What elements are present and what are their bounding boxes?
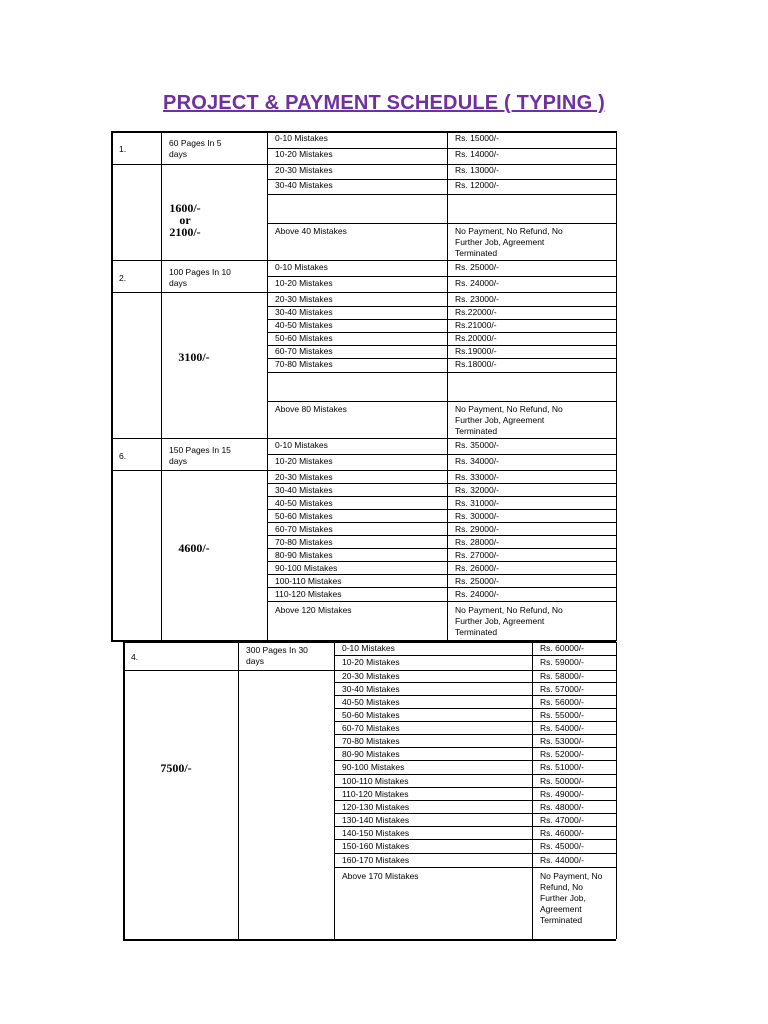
mistake-range: 60-70 Mistakes <box>275 346 333 356</box>
payment-amount: Rs. 45000/- <box>540 841 584 851</box>
payment-amount: Rs. 47000/- <box>540 815 584 825</box>
table-border <box>267 401 616 402</box>
row-number: 4. <box>131 652 139 662</box>
mistake-range: 30-40 Mistakes <box>275 307 333 317</box>
mistake-range: 110-120 Mistakes <box>275 589 342 599</box>
payment-amount: Rs. 57000/- <box>540 684 584 694</box>
mistake-range: 50-60 Mistakes <box>342 710 400 720</box>
payment-amount: Rs.22000/- <box>455 307 497 317</box>
table-border <box>334 721 616 722</box>
mistake-range: 130-140 Mistakes <box>342 815 410 825</box>
row-number: 1. <box>119 144 127 154</box>
row-number: 2. <box>119 273 127 283</box>
mistake-range: 10-20 Mistakes <box>275 149 333 159</box>
payment-amount: Rs. 32000/- <box>455 485 499 495</box>
project-fee: 1600/- <box>169 201 201 215</box>
mistake-range: 110-120 Mistakes <box>342 789 409 799</box>
pages-label: 100 Pages In 10 days <box>169 267 231 288</box>
payment-amount: Rs. 13000/- <box>455 165 499 175</box>
mistake-range: 50-60 Mistakes <box>275 333 333 343</box>
table-border <box>111 131 113 641</box>
no-payment-note: No Payment, No Refund, No Further Job, Agreement Terminated <box>455 404 563 436</box>
payment-amount: Rs. 27000/- <box>455 550 499 560</box>
payment-amount: Rs. 55000/- <box>540 710 584 720</box>
table-border <box>161 131 162 641</box>
table-border <box>616 131 617 641</box>
table-border <box>334 734 616 735</box>
payment-amount: Rs. 23000/- <box>455 294 499 304</box>
table-border <box>267 561 616 562</box>
payment-amount: Rs. 26000/- <box>455 563 499 573</box>
mistake-range: 20-30 Mistakes <box>275 294 333 304</box>
table-border <box>334 708 616 709</box>
payment-amount: Rs. 54000/- <box>540 723 584 733</box>
table-border <box>334 813 616 814</box>
table-border <box>111 438 616 439</box>
mistake-range: Above 120 Mistakes <box>275 605 352 615</box>
table-border <box>267 276 616 277</box>
mistake-range: 10-20 Mistakes <box>275 278 333 288</box>
row-number: 6. <box>119 451 127 461</box>
mistake-range: 10-20 Mistakes <box>342 657 400 667</box>
payment-amount: Rs. 24000/- <box>455 589 499 599</box>
payment-amount: Rs. 29000/- <box>455 524 499 534</box>
mistake-range: 0-10 Mistakes <box>342 643 395 653</box>
table-border <box>111 164 616 165</box>
mistake-range: 0-10 Mistakes <box>275 133 328 143</box>
mistake-range: 30-40 Mistakes <box>275 180 333 190</box>
project-fee: 7500/- <box>160 761 192 775</box>
payment-amount: Rs. 28000/- <box>455 537 499 547</box>
payment-amount: Rs. 14000/- <box>455 149 499 159</box>
payment-amount: Rs.20000/- <box>455 333 497 343</box>
mistake-range: 20-30 Mistakes <box>275 165 333 175</box>
table-border <box>111 292 616 293</box>
mistake-range: 0-10 Mistakes <box>275 262 328 272</box>
table-border <box>334 787 616 788</box>
mistake-range: Above 40 Mistakes <box>275 226 347 236</box>
payment-amount: Rs. 56000/- <box>540 697 584 707</box>
mistake-range: 30-40 Mistakes <box>342 684 400 694</box>
mistake-range: 70-80 Mistakes <box>275 537 333 547</box>
pages-label: 150 Pages In 15 days <box>169 445 231 466</box>
payment-amount: Rs. 31000/- <box>455 498 499 508</box>
table-border <box>334 774 616 775</box>
table-border <box>532 642 533 939</box>
payment-amount: Rs. 30000/- <box>455 511 499 521</box>
mistake-range: 20-30 Mistakes <box>275 472 333 482</box>
mistake-range: 40-50 Mistakes <box>275 498 333 508</box>
table-border <box>267 131 268 641</box>
table-border <box>334 760 616 761</box>
table-border <box>267 522 616 523</box>
table-border <box>267 223 616 224</box>
payment-amount: Rs. 53000/- <box>540 736 584 746</box>
mistake-range: 40-50 Mistakes <box>275 320 333 330</box>
payment-amount: Rs. 33000/- <box>455 472 499 482</box>
no-payment-note: No Payment, No Refund, No Further Job, Agreement Terminated <box>455 226 563 258</box>
mistake-range: 10-20 Mistakes <box>275 456 333 466</box>
payment-amount: Rs. 49000/- <box>540 789 584 799</box>
no-payment-note: No Payment, No Refund, No Further Job, Agreement Terminated <box>455 605 563 637</box>
table-border <box>123 642 125 939</box>
table-border <box>334 867 616 868</box>
project-fee: 3100/- <box>178 350 210 364</box>
mistake-range: 70-80 Mistakes <box>275 359 333 369</box>
mistake-range: 90-100 Mistakes <box>342 762 405 772</box>
mistake-range: 60-70 Mistakes <box>342 723 400 733</box>
mistake-range: 0-10 Mistakes <box>275 440 328 450</box>
mistake-range: 80-90 Mistakes <box>275 550 333 560</box>
table-border <box>267 535 616 536</box>
mistake-range: 90-100 Mistakes <box>275 563 338 573</box>
table-border <box>334 826 616 827</box>
table-border <box>238 642 239 939</box>
payment-amount: Rs.18000/- <box>455 359 497 369</box>
table-border <box>267 509 616 510</box>
mistake-range: 60-70 Mistakes <box>275 524 333 534</box>
payment-amount: Rs. 46000/- <box>540 828 584 838</box>
table-border <box>267 587 616 588</box>
table-border <box>111 260 616 261</box>
table-border <box>111 131 616 133</box>
table-border <box>334 695 616 696</box>
mistake-range: 50-60 Mistakes <box>275 511 333 521</box>
table-border <box>267 483 616 484</box>
payment-amount: Rs.21000/- <box>455 320 497 330</box>
pages-label: 60 Pages In 5 days <box>169 138 222 159</box>
payment-amount: Rs. 59000/- <box>540 657 584 667</box>
payment-amount: Rs. 44000/- <box>540 855 584 865</box>
mistake-range: 150-160 Mistakes <box>342 841 410 851</box>
table-border <box>334 642 335 939</box>
mistake-range: 100-110 Mistakes <box>342 776 409 786</box>
mistake-range: Above 170 Mistakes <box>342 871 419 881</box>
mistake-range: 120-130 Mistakes <box>342 802 410 812</box>
payment-amount: Rs. 48000/- <box>540 802 584 812</box>
payment-amount: Rs. 24000/- <box>455 278 499 288</box>
mistake-range: 80-90 Mistakes <box>342 749 400 759</box>
table-border <box>111 470 616 471</box>
mistake-range: 20-30 Mistakes <box>342 671 400 681</box>
no-payment-note: No Payment, No Refund, No Further Job, Agreement Terminated <box>540 871 603 925</box>
mistake-range: Above 80 Mistakes <box>275 404 347 414</box>
table-border <box>267 574 616 575</box>
mistake-range: 100-110 Mistakes <box>275 576 342 586</box>
payment-amount: Rs. 35000/- <box>455 440 499 450</box>
table-border <box>334 800 616 801</box>
project-fee-or: or <box>179 213 191 227</box>
payment-amount: Rs. 25000/- <box>455 262 499 272</box>
payment-amount: Rs. 58000/- <box>540 671 584 681</box>
payment-amount: Rs. 51000/- <box>540 762 584 772</box>
table-border <box>334 839 616 840</box>
payment-amount: Rs. 25000/- <box>455 576 499 586</box>
table-border <box>334 655 616 656</box>
table-border <box>267 372 616 373</box>
payment-amount: Rs. 50000/- <box>540 776 584 786</box>
pages-label: 300 Pages In 30 days <box>246 645 308 666</box>
mistake-range: 70-80 Mistakes <box>342 736 400 746</box>
table-border <box>616 642 617 939</box>
table-border <box>334 747 616 748</box>
project-fee: 2100/- <box>169 225 201 239</box>
table-border <box>267 601 616 602</box>
mistake-range: 40-50 Mistakes <box>342 697 400 707</box>
mistake-range: 140-150 Mistakes <box>342 828 410 838</box>
table-border <box>267 194 616 195</box>
table-border <box>334 682 616 683</box>
payment-amount: Rs. 52000/- <box>540 749 584 759</box>
table-border <box>267 454 616 455</box>
payment-amount: Rs. 12000/- <box>455 180 499 190</box>
table-border <box>123 939 616 941</box>
table-border <box>334 853 616 854</box>
payment-amount: Rs. 60000/- <box>540 643 584 653</box>
mistake-range: 30-40 Mistakes <box>275 485 333 495</box>
page-title: PROJECT & PAYMENT SCHEDULE ( TYPING ) <box>163 92 605 114</box>
mistake-range: 160-170 Mistakes <box>342 855 410 865</box>
project-fee: 4600/- <box>178 541 210 555</box>
table-border <box>267 548 616 549</box>
payment-amount: Rs. 15000/- <box>455 133 499 143</box>
table-border <box>447 131 448 641</box>
payment-amount: Rs. 34000/- <box>455 456 499 466</box>
table-border <box>267 496 616 497</box>
payment-amount: Rs.19000/- <box>455 346 497 356</box>
